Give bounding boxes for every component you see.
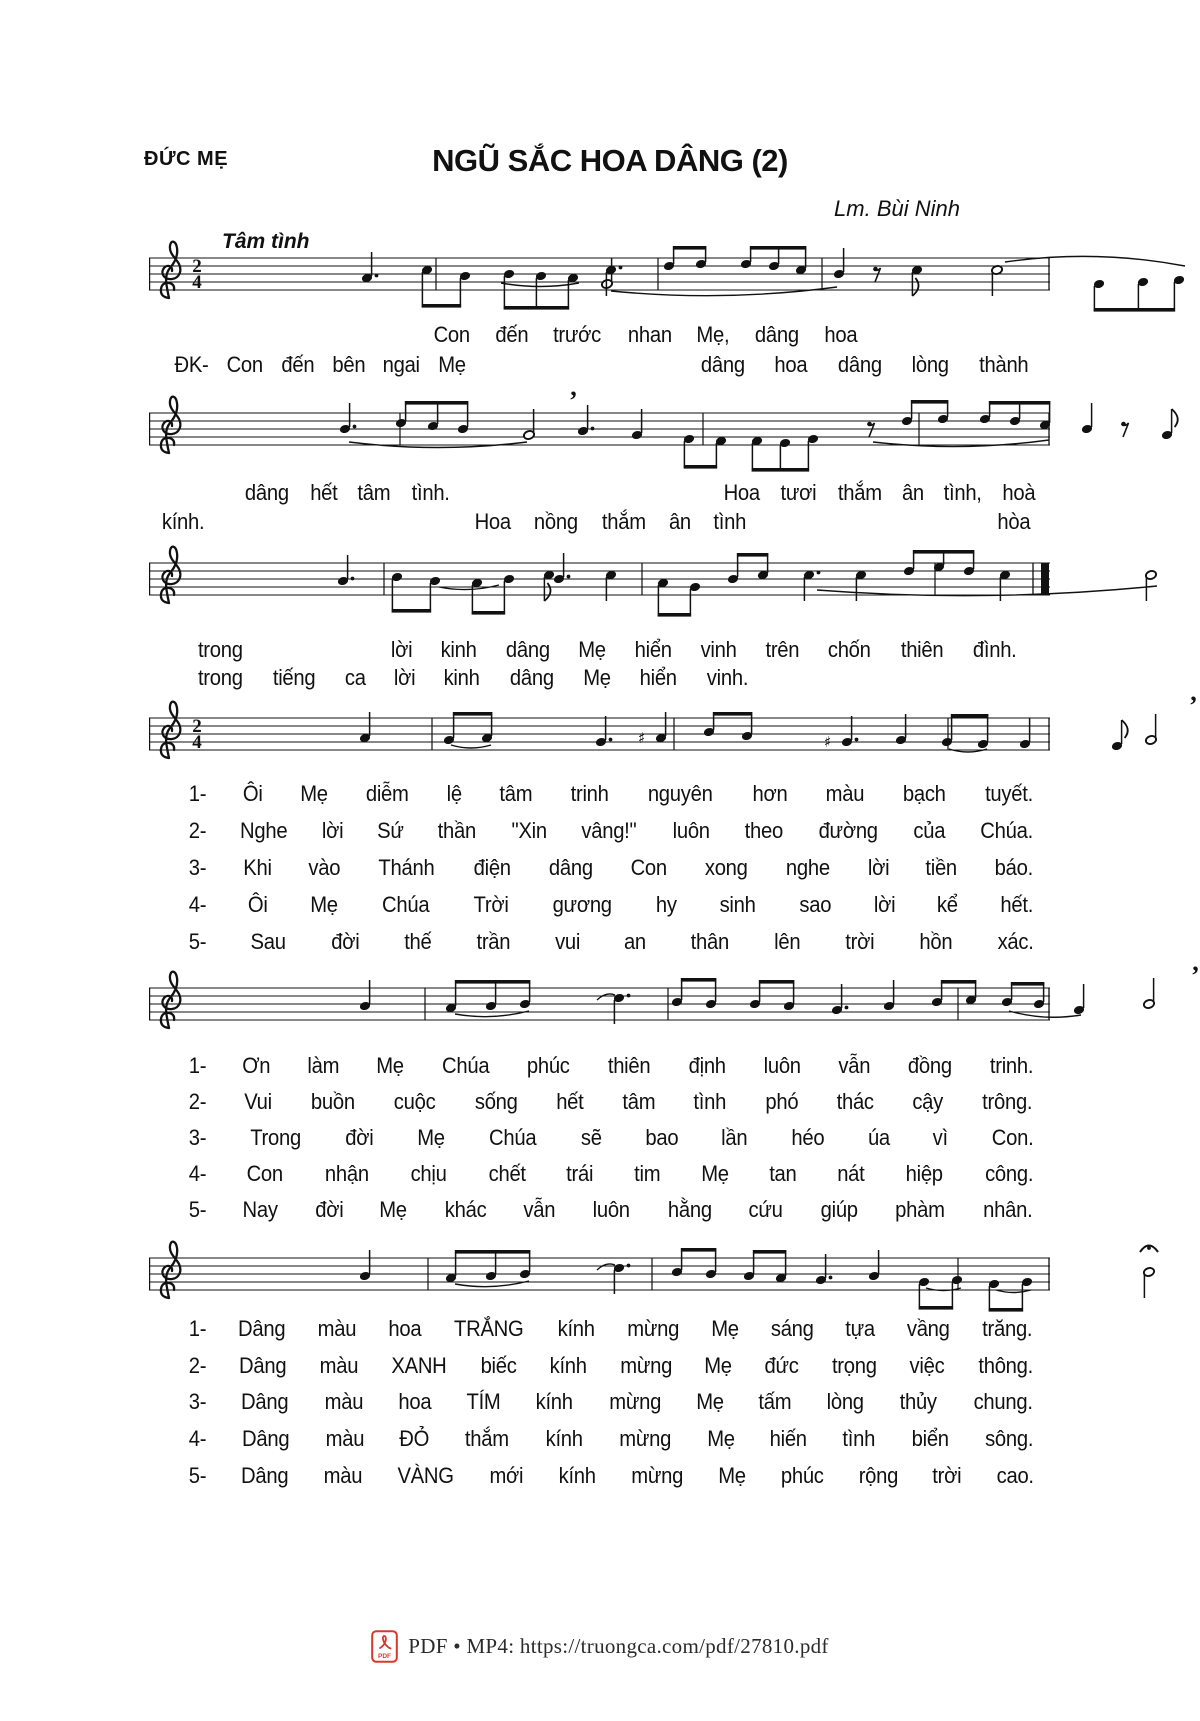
staff-1 bbox=[149, 218, 1050, 334]
lyric-word: lần bbox=[721, 1125, 748, 1150]
lyric-word: lên bbox=[774, 929, 801, 954]
lyric-word: ca bbox=[344, 665, 366, 690]
lyric-segment bbox=[188, 1125, 1035, 1151]
staff-6 bbox=[149, 1218, 1050, 1334]
lyric-word: hòa bbox=[997, 509, 1031, 534]
svg-text:’: ’ bbox=[1191, 961, 1200, 990]
lyric-word: Mẹ bbox=[438, 352, 466, 377]
lyric-word: Dâng bbox=[237, 1316, 286, 1341]
lyric-word: sinh bbox=[719, 892, 756, 917]
lyric-word: bên bbox=[331, 352, 365, 377]
lyric-word: mừng bbox=[631, 1462, 683, 1488]
lyric-word: Trời bbox=[473, 892, 509, 917]
lyric-word: đến bbox=[281, 352, 315, 377]
lyric-word: lời bbox=[393, 665, 415, 690]
lyric-word: thủy bbox=[899, 1389, 937, 1415]
lyric-word: sống bbox=[474, 1089, 518, 1114]
lyric-word: thành bbox=[979, 352, 1029, 377]
staff-2 bbox=[149, 373, 1050, 489]
lyric-word: phó bbox=[765, 1089, 798, 1114]
lyric-word: Mẹ bbox=[718, 1462, 746, 1488]
lyric-word: vầng bbox=[906, 1316, 950, 1341]
lyric-word: hiến bbox=[769, 1426, 808, 1452]
lyric-word: xong bbox=[704, 855, 748, 880]
lyric-word: biếc bbox=[480, 1352, 517, 1378]
lyric-word: diễm bbox=[365, 781, 409, 806]
lyric-word: Ôi bbox=[248, 892, 268, 917]
lyric-word: sẽ bbox=[580, 1125, 602, 1150]
lyric-word: phúc bbox=[780, 1462, 824, 1488]
lyric-word: lời bbox=[322, 818, 344, 843]
lyric-word: Chúa bbox=[381, 892, 430, 917]
lyric-word: 2- bbox=[188, 1089, 207, 1114]
lyric-word: lời bbox=[867, 855, 889, 880]
svg-text:2: 2 bbox=[192, 256, 202, 277]
lyric-word: Mẹ bbox=[578, 637, 607, 662]
lyric-word: Trong bbox=[250, 1125, 302, 1150]
lyric-word: Thánh bbox=[378, 855, 435, 880]
lyric-word: cuộc bbox=[393, 1089, 436, 1114]
lyric-word: hoà bbox=[1002, 480, 1036, 505]
lyric-word: mừng bbox=[608, 1389, 661, 1415]
lyric-word: công. bbox=[984, 1161, 1033, 1186]
lyric-word: 4- bbox=[188, 892, 207, 917]
footer bbox=[0, 1626, 1200, 1666]
lyric-word: nhan bbox=[627, 322, 672, 347]
lyric-word: trinh bbox=[570, 781, 609, 806]
lyric-segment bbox=[188, 892, 1035, 918]
lyric-word: Chúa. bbox=[979, 818, 1033, 843]
lyric-word: TÍM bbox=[466, 1389, 501, 1415]
lyric-word: trời bbox=[932, 1462, 962, 1488]
lyric-word: thiên bbox=[608, 1053, 651, 1078]
lyric-word: 5- bbox=[188, 929, 207, 954]
lyric-word: Con bbox=[226, 352, 263, 377]
lyric-word: kính bbox=[557, 1316, 595, 1341]
lyric-word: màu bbox=[825, 781, 865, 806]
lyric-word: ân bbox=[668, 509, 691, 534]
lyric-word: chịu bbox=[410, 1161, 447, 1186]
lyric-word: dâng bbox=[755, 322, 800, 347]
lyric-segment bbox=[188, 1426, 1035, 1452]
lyric-word: tươi bbox=[780, 480, 817, 505]
lyric-word: thông. bbox=[978, 1352, 1033, 1378]
lyric-word: Con bbox=[433, 322, 470, 347]
lyric-word: kính bbox=[545, 1426, 583, 1452]
lyric-word: 5- bbox=[188, 1197, 207, 1222]
lyric-word: tình. bbox=[411, 480, 450, 505]
lyric-word: sáng bbox=[770, 1316, 814, 1341]
lyric-word: trong bbox=[197, 637, 243, 662]
pdf-icon-label: PDF bbox=[378, 1652, 392, 1660]
lyric-word: nhân. bbox=[983, 1197, 1033, 1222]
lyric-word: tâm bbox=[357, 480, 391, 505]
lyric-word: dâng bbox=[509, 665, 554, 690]
lyric-word: đời bbox=[330, 929, 360, 954]
lyric-word: buồn bbox=[310, 1089, 355, 1114]
lyric-word: hết. bbox=[1000, 892, 1034, 917]
lyric-word: hằng bbox=[667, 1197, 712, 1222]
lyric-word: nát bbox=[837, 1161, 865, 1186]
lyric-word: hoa bbox=[824, 322, 858, 347]
lyric-word: 2- bbox=[188, 818, 207, 843]
song-title: NGŨ SẮC HOA DÂNG (2) bbox=[432, 143, 788, 178]
lyric-word: đình. bbox=[972, 637, 1017, 662]
lyric-word: hy bbox=[655, 892, 677, 917]
lyric-word: Dâng bbox=[238, 1352, 286, 1378]
lyric-word: Mẹ bbox=[417, 1125, 445, 1150]
lyric-word: hết bbox=[309, 480, 338, 505]
lyric-word: 3- bbox=[188, 855, 207, 880]
lyric-word: hoa bbox=[774, 352, 808, 377]
lyric-word: định bbox=[688, 1053, 726, 1078]
lyric-word: cậy bbox=[912, 1089, 944, 1114]
lyric-word: Chúa bbox=[489, 1125, 537, 1150]
lyric-word: nồng bbox=[534, 509, 579, 534]
lyric-word: VÀNG bbox=[397, 1462, 455, 1488]
lyric-word: Mẹ, bbox=[696, 322, 730, 347]
lyric-word: trông. bbox=[982, 1089, 1033, 1114]
lyric-word: lệ bbox=[446, 781, 462, 806]
lyric-word: mừng bbox=[618, 1426, 671, 1452]
lyric-word: hiệp bbox=[905, 1161, 943, 1186]
lyric-word: trăng. bbox=[982, 1316, 1033, 1341]
lyric-word: hết bbox=[556, 1089, 584, 1114]
lyric-word: tiếng bbox=[272, 665, 316, 690]
svg-text:♯: ♯ bbox=[824, 733, 832, 751]
lyric-word: báo. bbox=[995, 855, 1034, 880]
lyric-word: Mẹ bbox=[700, 1161, 729, 1186]
lyric-word: vui bbox=[554, 929, 580, 954]
lyric-word: màu bbox=[324, 1389, 364, 1415]
lyric-word: tim bbox=[634, 1161, 661, 1186]
lyric-word: gương bbox=[552, 892, 612, 917]
lyric-word: thắm bbox=[601, 509, 646, 534]
lyric-word: hơn bbox=[752, 781, 788, 806]
lyric-word: đường bbox=[818, 818, 878, 843]
lyric-word: Sau bbox=[250, 929, 286, 954]
lyric-word: Mẹ bbox=[310, 892, 339, 917]
lyric-word: Chúa bbox=[441, 1053, 489, 1078]
lyric-word: tuyết. bbox=[984, 781, 1033, 806]
lyric-word: sao bbox=[798, 892, 831, 917]
lyric-word: bạch bbox=[902, 781, 946, 806]
lyric-word: Ơn bbox=[242, 1053, 271, 1078]
lyric-word: ân bbox=[901, 480, 924, 505]
lyric-word: Hoa bbox=[474, 509, 511, 534]
lyric-segment bbox=[188, 1353, 1035, 1379]
tempo-marking: Tâm tình bbox=[222, 230, 310, 253]
lyric-word: Dâng bbox=[240, 1462, 289, 1488]
lyric-word: mới bbox=[489, 1462, 524, 1488]
lyric-word: trước bbox=[553, 322, 602, 347]
lyric-word: lời bbox=[390, 637, 413, 662]
lyric-word: kinh bbox=[443, 665, 480, 690]
lyric-word: thế bbox=[403, 929, 432, 954]
lyric-word: phàm bbox=[895, 1197, 946, 1222]
lyric-word: tấm bbox=[758, 1389, 792, 1415]
lyric-word: Mẹ bbox=[300, 781, 328, 806]
lyric-word: vâng!" bbox=[581, 818, 637, 843]
pdf-icon bbox=[371, 1630, 398, 1663]
lyric-word: úa bbox=[867, 1125, 890, 1150]
lyric-word: nhận bbox=[324, 1161, 369, 1186]
lyric-word: trên bbox=[765, 637, 800, 662]
lyric-word: đức bbox=[764, 1352, 799, 1378]
lyric-word: Mẹ bbox=[696, 1389, 724, 1415]
lyric-word: Mẹ bbox=[379, 1197, 408, 1222]
lyric-word: Con. bbox=[991, 1125, 1034, 1150]
lyric-word: 1- bbox=[188, 781, 207, 806]
lyric-word: màu bbox=[323, 1462, 363, 1488]
lyric-word: 4- bbox=[188, 1426, 207, 1452]
lyric-segment bbox=[188, 1089, 1035, 1115]
lyric-word: 3- bbox=[188, 1389, 207, 1415]
lyric-word: tựa bbox=[845, 1316, 876, 1341]
lyric-word: nguyên bbox=[647, 781, 713, 806]
lyric-word: Mẹ bbox=[583, 665, 611, 690]
lyric-word: thân bbox=[690, 929, 730, 954]
lyric-word: tình, bbox=[943, 480, 982, 505]
lyric-word: dâng bbox=[548, 855, 593, 880]
lyric-word: bao bbox=[644, 1125, 678, 1150]
lyric-segment bbox=[188, 818, 1035, 844]
lyric-word: ĐỎ bbox=[399, 1426, 430, 1452]
svg-text:♯: ♯ bbox=[638, 729, 646, 747]
lyric-word: chết bbox=[488, 1161, 526, 1186]
lyric-word: Con bbox=[246, 1161, 284, 1186]
lyric-word: ngai bbox=[383, 352, 421, 377]
lyric-word: tình bbox=[712, 509, 746, 534]
lyric-word: mừng bbox=[627, 1316, 679, 1341]
lyric-word: cứu bbox=[748, 1197, 784, 1222]
lyric-word: trinh. bbox=[989, 1053, 1033, 1078]
lyric-word: lòng bbox=[911, 352, 950, 377]
lyric-word: đời bbox=[345, 1125, 374, 1150]
lyric-word: màu bbox=[325, 1426, 364, 1452]
lyric-word: 1- bbox=[188, 1316, 207, 1341]
lyric-segment bbox=[188, 1463, 1035, 1489]
lyric-word: vinh. bbox=[706, 665, 749, 690]
lyric-word: Mẹ bbox=[704, 1352, 733, 1378]
lyric-word: trời bbox=[845, 929, 875, 954]
lyric-segment bbox=[390, 637, 1018, 663]
lyric-segment bbox=[188, 1161, 1035, 1187]
lyric-word: tình bbox=[693, 1089, 727, 1114]
lyric-word: 5- bbox=[188, 1462, 207, 1488]
lyric-word: kính bbox=[558, 1462, 596, 1488]
lyric-word: màu bbox=[319, 1352, 358, 1378]
lyric-word: mừng bbox=[619, 1352, 672, 1378]
lyric-word: 3- bbox=[188, 1125, 207, 1150]
lyric-word: vào bbox=[308, 855, 341, 880]
svg-text:4: 4 bbox=[192, 272, 202, 293]
lyric-word: 4- bbox=[188, 1161, 207, 1186]
lyric-word: đến bbox=[494, 322, 528, 347]
lyric-word: chốn bbox=[828, 637, 872, 662]
lyric-word: tiền bbox=[925, 855, 958, 880]
lyric-word: thác bbox=[836, 1089, 874, 1114]
lyric-word: Mẹ bbox=[376, 1053, 405, 1078]
lyric-word: Dâng bbox=[241, 1389, 289, 1415]
lyric-word: Mẹ bbox=[711, 1316, 739, 1341]
lyric-word: vẫn bbox=[837, 1053, 870, 1078]
lyric-segment bbox=[188, 1389, 1035, 1415]
lyric-word: thiên bbox=[900, 637, 944, 662]
lyric-word: nghe bbox=[786, 855, 831, 880]
lyric-word: luôn bbox=[672, 818, 710, 843]
lyric-word: Dâng bbox=[241, 1426, 289, 1452]
lyric-word: thắm bbox=[465, 1426, 510, 1452]
svg-text:2: 2 bbox=[192, 716, 202, 737]
lyric-word: Khi bbox=[242, 855, 272, 880]
staff-5 bbox=[149, 948, 1200, 1064]
lyric-word: cao. bbox=[996, 1462, 1034, 1488]
lyric-word: điện bbox=[473, 855, 511, 880]
footer-link[interactable]: PDF • MP4: https://truongca.com/pdf/27810.pdf bbox=[408, 1633, 829, 1658]
lyric-word: lời bbox=[873, 892, 895, 917]
lyric-word: lòng bbox=[826, 1389, 865, 1415]
lyric-word: héo bbox=[791, 1125, 825, 1150]
lyric-word: thắm bbox=[837, 480, 882, 505]
lyric-word: kính bbox=[535, 1389, 573, 1415]
lyric-word: trái bbox=[566, 1161, 594, 1186]
lyric-word: tình bbox=[842, 1426, 876, 1452]
lyric-word: giúp bbox=[820, 1197, 858, 1222]
lyric-word: vinh bbox=[700, 637, 737, 662]
lyric-word: Sứ bbox=[377, 818, 404, 843]
lyric-word: XANH bbox=[391, 1352, 447, 1378]
lyric-word: rộng bbox=[858, 1462, 898, 1488]
lyric-word: vẫn bbox=[523, 1197, 556, 1222]
lyric-word: hoa bbox=[388, 1316, 422, 1341]
lyric-word: biển bbox=[911, 1426, 949, 1452]
lyric-word: chung. bbox=[973, 1389, 1033, 1415]
lyric-word: sông. bbox=[984, 1426, 1033, 1452]
lyric-word: tan bbox=[769, 1161, 797, 1186]
lyric-word: kinh bbox=[440, 637, 477, 662]
lyric-word: Mẹ bbox=[706, 1426, 735, 1452]
lyric-segment bbox=[188, 855, 1035, 881]
lyric-word: TRẮNG bbox=[454, 1316, 524, 1341]
lyric-segment bbox=[196, 637, 252, 663]
lyric-word: dâng bbox=[244, 480, 289, 505]
lyric-word: đời bbox=[314, 1197, 344, 1222]
composer-credit: Lm. Bùi Ninh bbox=[834, 196, 960, 221]
lyric-word: luôn bbox=[592, 1197, 630, 1222]
lyric-word: Ôi bbox=[243, 781, 263, 806]
svg-text:4: 4 bbox=[192, 732, 202, 753]
lyric-word: đồng bbox=[907, 1053, 952, 1078]
lyric-word: Con bbox=[630, 855, 667, 880]
lyric-word: dâng bbox=[837, 352, 882, 377]
lyric-word: hoa bbox=[398, 1389, 432, 1415]
lyric-word: ĐK- bbox=[174, 352, 209, 377]
lyric-word: thần bbox=[438, 818, 477, 843]
lyric-word: dâng bbox=[505, 637, 550, 662]
lyric-word: Vui bbox=[243, 1089, 272, 1114]
lyric-word: dâng bbox=[700, 352, 745, 377]
lyric-word: kính. bbox=[161, 509, 205, 534]
lyric-word: trọng bbox=[831, 1352, 877, 1378]
lyric-word: trần bbox=[476, 929, 510, 954]
lyric-word: tâm bbox=[622, 1089, 656, 1114]
lyric-word: của bbox=[913, 818, 945, 843]
lyric-word: việc bbox=[909, 1352, 945, 1378]
lyric-word: khác bbox=[444, 1197, 487, 1222]
lyric-word: xác. bbox=[997, 929, 1034, 954]
lyric-word: hồn bbox=[919, 929, 953, 954]
lyric-word: Nghe bbox=[240, 818, 288, 843]
staff-4 bbox=[149, 678, 1198, 794]
lyric-word: hiển bbox=[634, 637, 672, 662]
lyric-word: 2- bbox=[188, 1352, 207, 1378]
lyric-word: an bbox=[624, 929, 647, 954]
lyric-word: "Xin bbox=[511, 818, 547, 843]
lyric-word: 1- bbox=[188, 1053, 207, 1078]
staff-3 bbox=[149, 523, 1050, 639]
lyric-word: hiển bbox=[639, 665, 678, 690]
lyric-word: kính bbox=[549, 1352, 587, 1378]
lyric-word: phúc bbox=[527, 1053, 571, 1078]
lyric-word: kể bbox=[937, 892, 959, 917]
lyric-word: luôn bbox=[763, 1053, 801, 1078]
lyric-word: Hoa bbox=[723, 480, 760, 505]
lyric-word: trong bbox=[197, 665, 243, 690]
lyric-word: làm bbox=[307, 1053, 340, 1078]
lyric-word: tâm bbox=[498, 781, 532, 806]
lyric-word: theo bbox=[744, 818, 783, 843]
category-label: ĐỨC MẸ bbox=[144, 148, 229, 170]
svg-text:’: ’ bbox=[569, 386, 578, 415]
lyric-word: vì bbox=[932, 1125, 948, 1150]
lyric-word: màu bbox=[317, 1316, 357, 1341]
lyric-word: Nay bbox=[242, 1197, 278, 1222]
svg-text:’: ’ bbox=[1189, 691, 1198, 720]
